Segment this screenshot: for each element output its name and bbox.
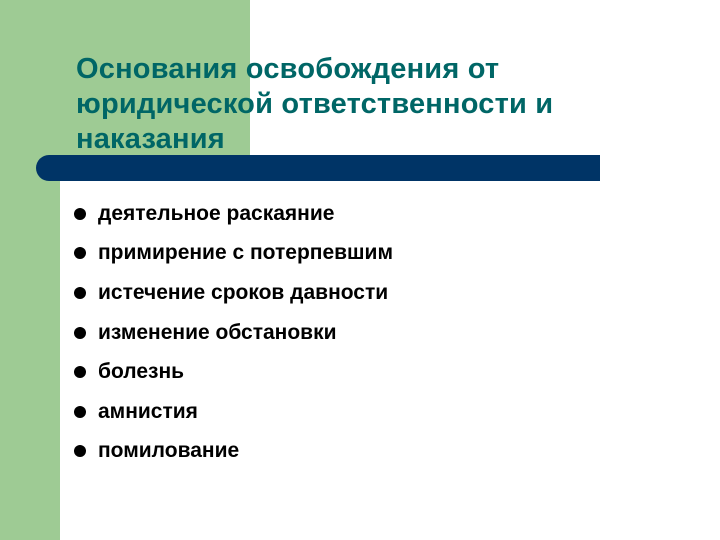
bullet-text: истечение сроков давности	[98, 280, 389, 304]
bullet-text: болезнь	[98, 360, 185, 384]
bullet-text: деятельное раскаяние	[98, 201, 335, 225]
bullet-dot-icon	[74, 366, 86, 378]
side-accent-bar	[0, 0, 60, 540]
bullet-item	[74, 392, 393, 432]
bullet-dot-icon	[74, 287, 86, 299]
bullet-dot-icon	[74, 208, 86, 220]
bullet-item	[74, 273, 393, 313]
bullet-text: амнистия	[98, 399, 198, 423]
bullet-item	[74, 352, 393, 392]
bullet-text: примирение с потерпевшим	[98, 241, 393, 265]
bullet-item	[74, 432, 393, 472]
bullet-item	[74, 313, 393, 353]
bullet-dot-icon	[74, 247, 86, 259]
bullet-dot-icon	[74, 445, 86, 457]
bullet-text: помилование	[98, 439, 240, 463]
title-underline-bar	[36, 155, 600, 181]
slide-title: Основания освобождения от юридической ответственности и наказания	[76, 53, 554, 155]
bullet-text: изменение обстановки	[98, 320, 337, 344]
bullet-dot-icon	[74, 327, 86, 339]
bullet-dot-icon	[74, 406, 86, 418]
bullet-item	[74, 194, 393, 234]
bullet-item	[74, 234, 393, 274]
bullet-list	[74, 194, 393, 471]
